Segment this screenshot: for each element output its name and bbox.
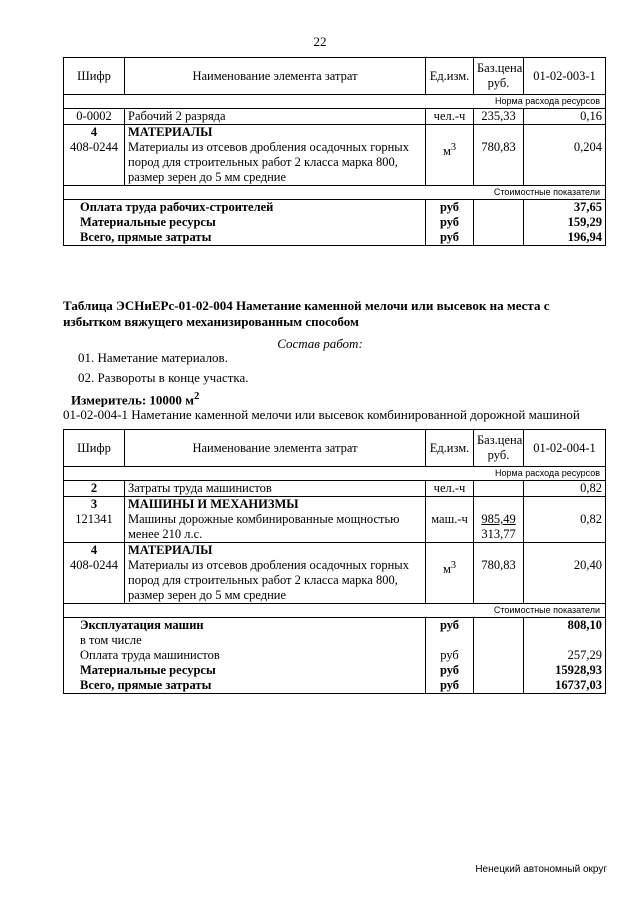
total-row (64, 215, 606, 230)
row-name (125, 543, 426, 604)
total-value: 159,29 (524, 215, 606, 230)
row-value: 0,204 (524, 125, 606, 186)
work-item: 02. Развороты в конце участка. (78, 370, 249, 385)
total-row (64, 618, 606, 634)
row-price: 235,33 (474, 109, 524, 125)
total-value: 808,10 (524, 618, 606, 634)
table-header-row (64, 430, 606, 467)
row-unit: $м^3$ (426, 543, 474, 604)
total-label: Эксплуатация машин (64, 618, 426, 634)
row-value: 0,82 (524, 497, 606, 543)
header-name: Наименование элемента затрат (125, 58, 426, 95)
section-title: МАТЕРИАЛЫ (128, 125, 213, 139)
header-unit: Ед.изм. (426, 430, 474, 467)
total-unit: руб (426, 648, 474, 663)
total-value: 16737,03 (524, 678, 606, 694)
resource-table-01-02-004-1 (63, 429, 606, 694)
header-code: Шифр (64, 58, 125, 95)
table-row (64, 497, 606, 543)
header-base-price (474, 58, 524, 95)
material-code: 408-0244 (70, 558, 118, 572)
table-subtitle: 01-02-004-1 Наметание каменной мелочи или высевок комбинированной дорожной машиной (63, 407, 580, 422)
row-unit: чел.-ч (426, 109, 474, 125)
cost-subheader: Стоимостные показатели (64, 604, 606, 618)
machine-name: Машины дорожные комбинированные мощностью менее 210 л.с. (128, 512, 400, 541)
total-unit: руб (426, 230, 474, 246)
total-unit: руб (426, 200, 474, 216)
machine-code: 121341 (75, 512, 113, 526)
row-unit: маш.-ч (426, 497, 474, 543)
header-price-line1: Баз.цена (477, 433, 523, 447)
page-number: 22 (313, 34, 327, 49)
row-value: 0,82 (524, 481, 606, 497)
table-row (64, 125, 606, 186)
total-value: 257,29 (524, 648, 606, 663)
total-label: Всего, прямые затраты (64, 230, 426, 246)
row-unit: чел.-ч (426, 481, 474, 497)
section-title: Таблица ЭСНиЕРс-01-02-004 Наметание каменной мелочи или высевок на места с избытком вяжущего механизированным способом (63, 298, 550, 329)
row-code: 2 (64, 481, 125, 497)
total-row (64, 663, 606, 678)
work-item: 01. Наметание материалов. (78, 350, 228, 365)
material-name: Материалы из отсевов дробления осадочных горных пород для строительных работ 2 класса марка 800, размер зерен до 5 мм средние (128, 140, 409, 184)
total-label: Оплата труда машинистов (64, 648, 426, 663)
row-value: 20,40 (524, 543, 606, 604)
total-row (64, 678, 606, 694)
total-row (64, 648, 606, 663)
resource-table-01-02-003-1 (63, 57, 606, 246)
total-value: 15928,93 (524, 663, 606, 678)
row-name (125, 125, 426, 186)
norm-subheader: Норма расхода ресурсов (64, 95, 606, 109)
row-value: 0,16 (524, 109, 606, 125)
norm-subheader: Норма расхода ресурсов (64, 467, 606, 481)
total-label: Всего, прямые затраты (64, 678, 426, 694)
total-row (64, 200, 606, 216)
total-label: в том числе (64, 633, 426, 648)
row-name: Затраты труда машинистов (125, 481, 426, 497)
footer-region: Ненецкий автономный округ (475, 864, 607, 875)
total-label: Оплата труда рабочих-строителей (64, 200, 426, 216)
total-label: Материальные ресурсы (64, 215, 426, 230)
row-price: 780,83 (474, 543, 524, 604)
total-row (64, 633, 606, 648)
table-row (64, 109, 606, 125)
total-value: 37,65 (524, 200, 606, 216)
header-name: Наименование элемента затрат (125, 430, 426, 467)
material-code: 408-0244 (70, 140, 118, 154)
total-unit: руб (426, 215, 474, 230)
section-number: 4 (90, 543, 98, 557)
total-value: 196,94 (524, 230, 606, 246)
header-price-line1: Баз.цена (477, 61, 523, 75)
machine-price: 985,49 (481, 512, 516, 526)
header-base-price (474, 430, 524, 467)
row-code (64, 125, 125, 186)
section-title: МАТЕРИАЛЫ (128, 543, 213, 557)
measurer: Измеритель: 10000 $м^2$ (71, 390, 200, 408)
total-unit: руб (426, 678, 474, 694)
row-name: Рабочий 2 разряда (125, 109, 426, 125)
table-row (64, 481, 606, 497)
table-row (64, 543, 606, 604)
header-code: Шифр (64, 430, 125, 467)
row-unit: $м^3$ (426, 125, 474, 186)
total-unit: руб (426, 618, 474, 634)
cost-subheader: Стоимостные показатели (64, 186, 606, 200)
section-number: 3 (90, 497, 98, 511)
machinist-wage-price: 313,77 (481, 527, 516, 541)
row-price (474, 497, 524, 543)
header-norm-code: 01-02-003-1 (524, 58, 606, 95)
row-name (125, 497, 426, 543)
section-title: МАШИНЫ И МЕХАНИЗМЫ (128, 497, 299, 511)
material-name: Материалы из отсевов дробления осадочных горных пород для строительных работ 2 класса марка 800, размер зерен до 5 мм средние (128, 558, 409, 602)
total-row (64, 230, 606, 246)
composition-label: Состав работ: (277, 336, 363, 351)
header-price-line2: руб. (487, 76, 510, 90)
row-code (64, 543, 125, 604)
row-code (64, 497, 125, 543)
section-number: 4 (90, 125, 98, 139)
total-unit: руб (426, 663, 474, 678)
header-norm-code: 01-02-004-1 (524, 430, 606, 467)
table-header-row (64, 58, 606, 95)
header-unit: Ед.изм. (426, 58, 474, 95)
total-label: Материальные ресурсы (64, 663, 426, 678)
header-price-line2: руб. (487, 448, 510, 462)
row-price: 780,83 (474, 125, 524, 186)
row-code: 0-0002 (64, 109, 125, 125)
